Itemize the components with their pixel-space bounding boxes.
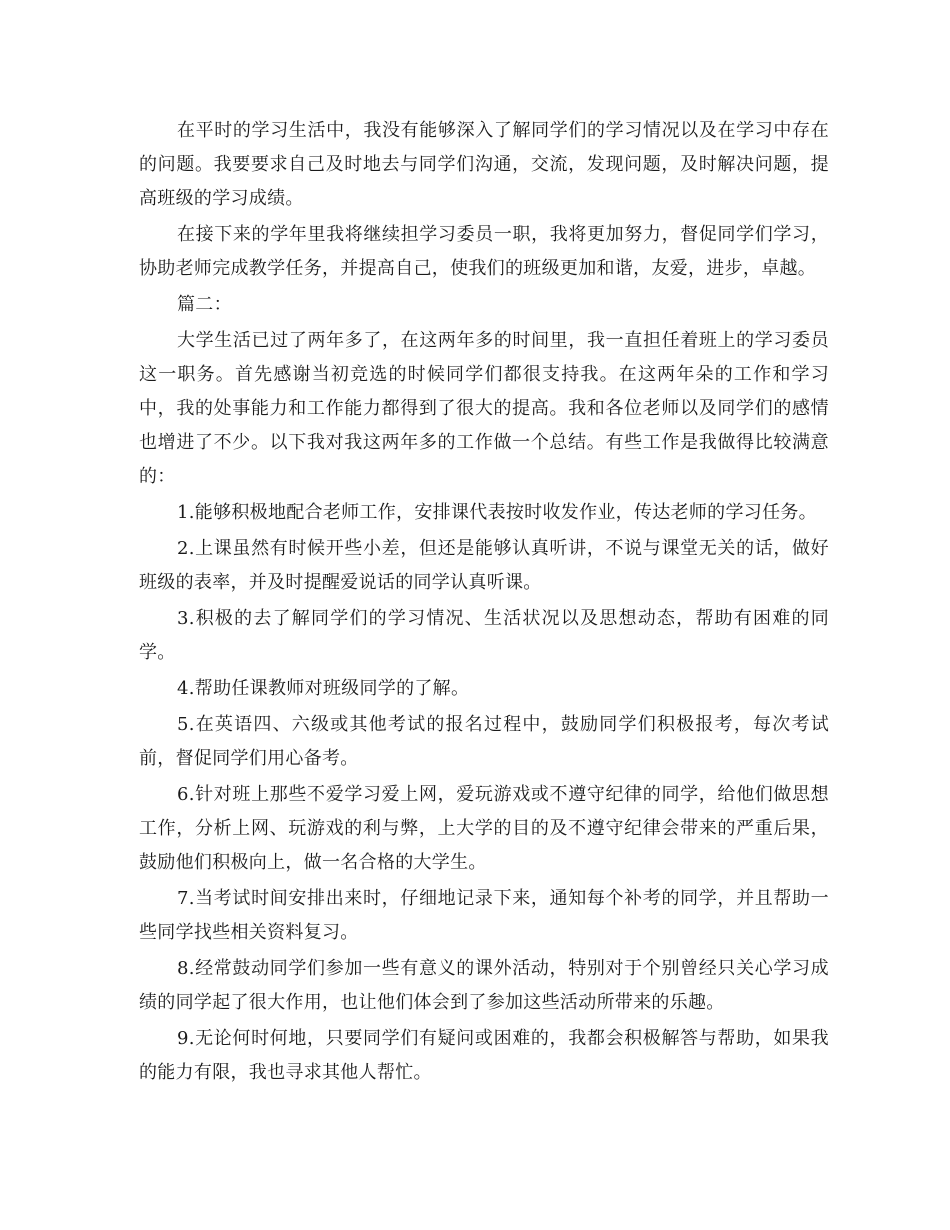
list-item-4: 4.帮助任课教师对班级同学的了解。 <box>177 678 470 699</box>
paragraph-1: 在平时的学习生活中，我没有能够深入了解同学们的学习情况以及在学习中存在的问题。我要要求自己及时地去与同学们沟通，交流，发现问题，及时解决问题，提高班级的学习成绩。 <box>139 120 829 209</box>
paragraph-3: 大学生活已过了两年多了，在这两年多的时间里，我一直担任着班上的学习委员这一职务。首先感谢当初竞选的时候同学们都很支持我。在这两年朵的工作和学习中，我的处事能力和工作能力都得到了很大的提高。我和各位老师以及同学们的感情也增进了不少。以下我对我这两年多的工作做一个总结。有些工作是我做得比较满意的： <box>139 330 829 487</box>
paragraph-2: 在接下来的学年里我将继续担学习委员一职，我将更加努力，督促同学们学习，协助老师完成教学任务，并提高自己，使我们的班级更加和谐，友爱，进步，卓越。 <box>139 224 829 279</box>
list-item-1: 1.能够积极地配合老师工作，安排课代表按时收发作业，传达老师的学习任务。 <box>177 502 817 523</box>
list-item-5: 5.在英语四、六级或其他考试的报名过程中，鼓励同学们积极报考，每次考试前，督促同学们用心备考。 <box>139 714 829 769</box>
list-item-2: 2.上课虽然有时候开些小差，但还是能够认真听讲，不说与课堂无关的话，做好班级的表率，并及时提醒爱说话的同学认真听课。 <box>139 538 829 593</box>
list-item-9: 9.无论何时何地，只要同学们有疑问或困难的，我都会积极解答与帮助，如果我的能力有限，我也寻求其他人帮忙。 <box>139 1028 829 1083</box>
list-item-6: 6.针对班上那些不爱学习爱上网，爱玩游戏或不遵守纪律的同学，给他们做思想工作，分析上网、玩游戏的利与弊，上大学的目的及不遵守纪律会带来的严重后果，鼓励他们积极向上，做一名合格的大学生。 <box>139 784 829 873</box>
list-item-3: 3.积极的去了解同学们的学习情况、生活状况以及思想动态，帮助有困难的同学。 <box>139 608 829 663</box>
list-item-7: 7.当考试时间安排出来时，仔细地记录下来，通知每个补考的同学，并且帮助一些同学找些相关资料复习。 <box>139 888 829 943</box>
list-item-8: 8.经常鼓动同学们参加一些有意义的课外活动，特别对于个别曾经只关心学习成绩的同学起了很大作用，也让他们体会到了参加这些活动所带来的乐趣。 <box>139 958 829 1013</box>
section-heading: 篇二： <box>177 294 232 315</box>
